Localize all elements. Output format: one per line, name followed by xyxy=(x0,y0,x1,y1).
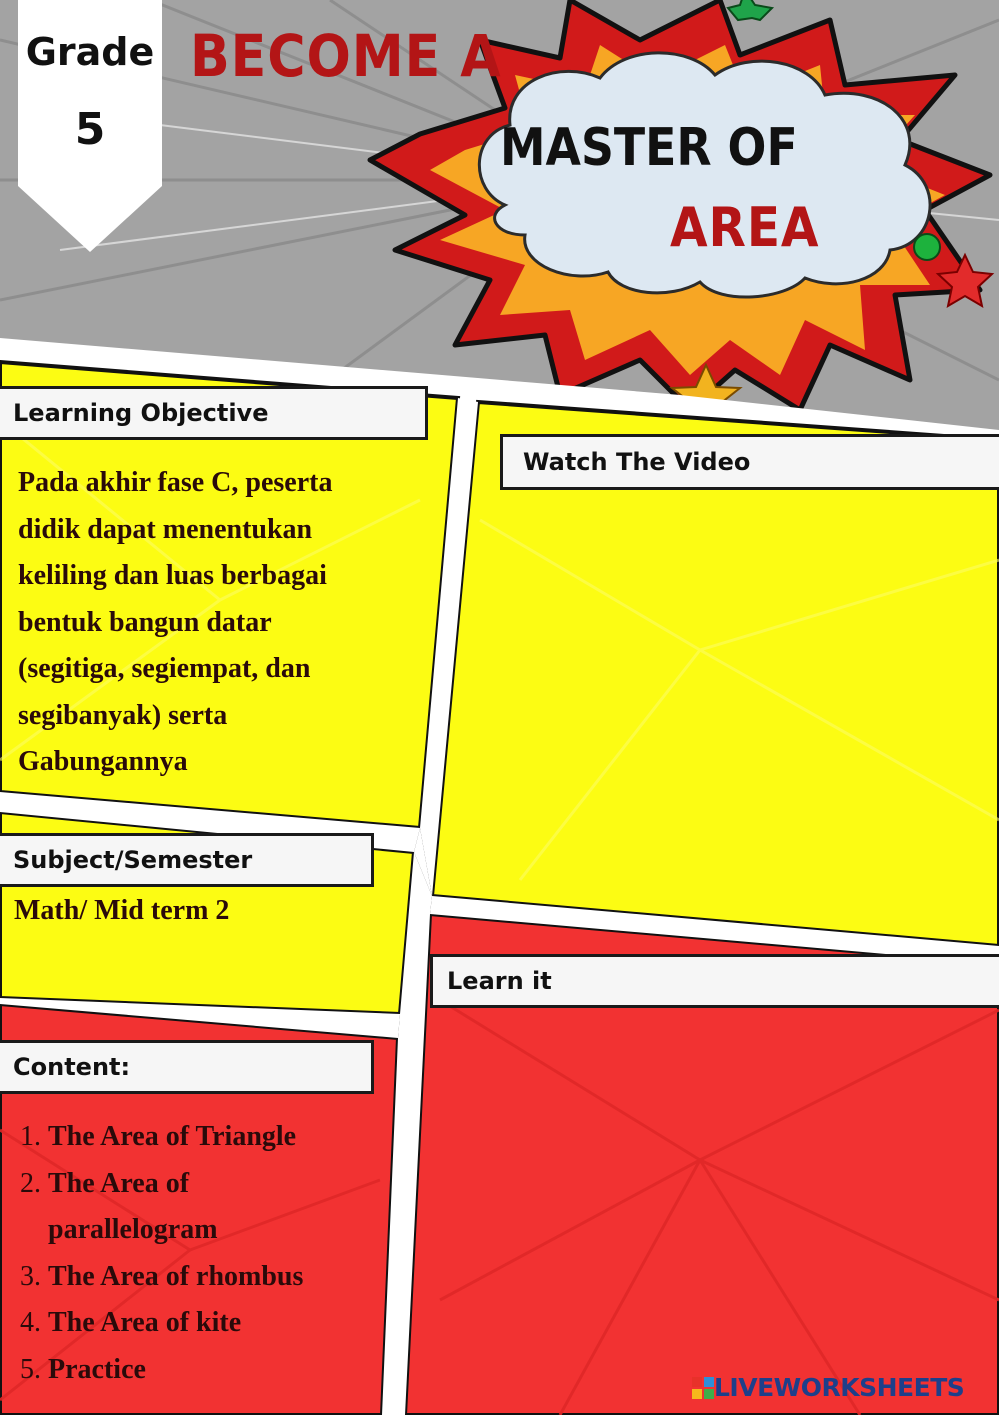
green-dot xyxy=(914,234,940,260)
objective-line: Gabungannya xyxy=(18,746,188,777)
objective-line: Pada akhir fase C, peserta xyxy=(18,467,333,498)
item-text: Practice xyxy=(48,1353,146,1385)
content-item xyxy=(0,1114,358,1161)
item-number: 1. xyxy=(20,1121,41,1152)
subject-semester-value: Math/ Mid term 2 xyxy=(14,895,230,926)
title-master-of: MASTER OF xyxy=(500,118,798,178)
item-number: 2. xyxy=(20,1167,41,1199)
item-number: 5. xyxy=(20,1353,41,1385)
content-list xyxy=(0,1114,358,1393)
item-number: 4. xyxy=(20,1307,41,1338)
item-text: The Area of kite xyxy=(48,1307,242,1338)
learn-it-area[interactable] xyxy=(440,1020,980,1360)
item-text: The Area of xyxy=(48,1167,190,1199)
learn-it-label: Learn it xyxy=(430,954,999,1008)
watch-video-label: Watch The Video xyxy=(500,434,999,490)
title-area: AREA xyxy=(670,196,820,259)
title-become-a: BECOME A xyxy=(190,22,502,90)
content-item xyxy=(0,1300,358,1347)
item-text: The Area of rhombus xyxy=(48,1260,304,1292)
content-item xyxy=(0,1347,358,1394)
content-label: Content: xyxy=(0,1040,374,1094)
learning-objective-text xyxy=(18,460,418,786)
grade-number: 5 xyxy=(74,104,106,155)
learning-objective-label: Learning Objective xyxy=(0,386,428,440)
subject-semester-label: Subject/Semester xyxy=(0,833,374,887)
item-text: parallelogram xyxy=(48,1214,218,1245)
objective-line: bentuk bangun datar xyxy=(18,606,272,638)
liveworksheets-watermark xyxy=(692,1373,964,1402)
item-text: The Area of Triangle xyxy=(48,1121,297,1152)
objective-line: keliling dan luas berbagai xyxy=(18,560,327,591)
objective-line: (segitiga, segiempat, dan xyxy=(18,653,311,684)
watermark-text: LIVEWORKSHEETS xyxy=(714,1373,965,1402)
liveworksheets-logo-icon xyxy=(692,1377,714,1399)
content-item xyxy=(0,1161,358,1254)
video-placeholder[interactable] xyxy=(480,500,980,880)
content-item xyxy=(0,1254,358,1301)
grade-label: Grade xyxy=(25,30,155,74)
objective-line: didik dapat menentukan xyxy=(18,513,313,545)
item-number: 3. xyxy=(20,1260,41,1292)
objective-line: segibanyak) serta xyxy=(18,699,228,731)
